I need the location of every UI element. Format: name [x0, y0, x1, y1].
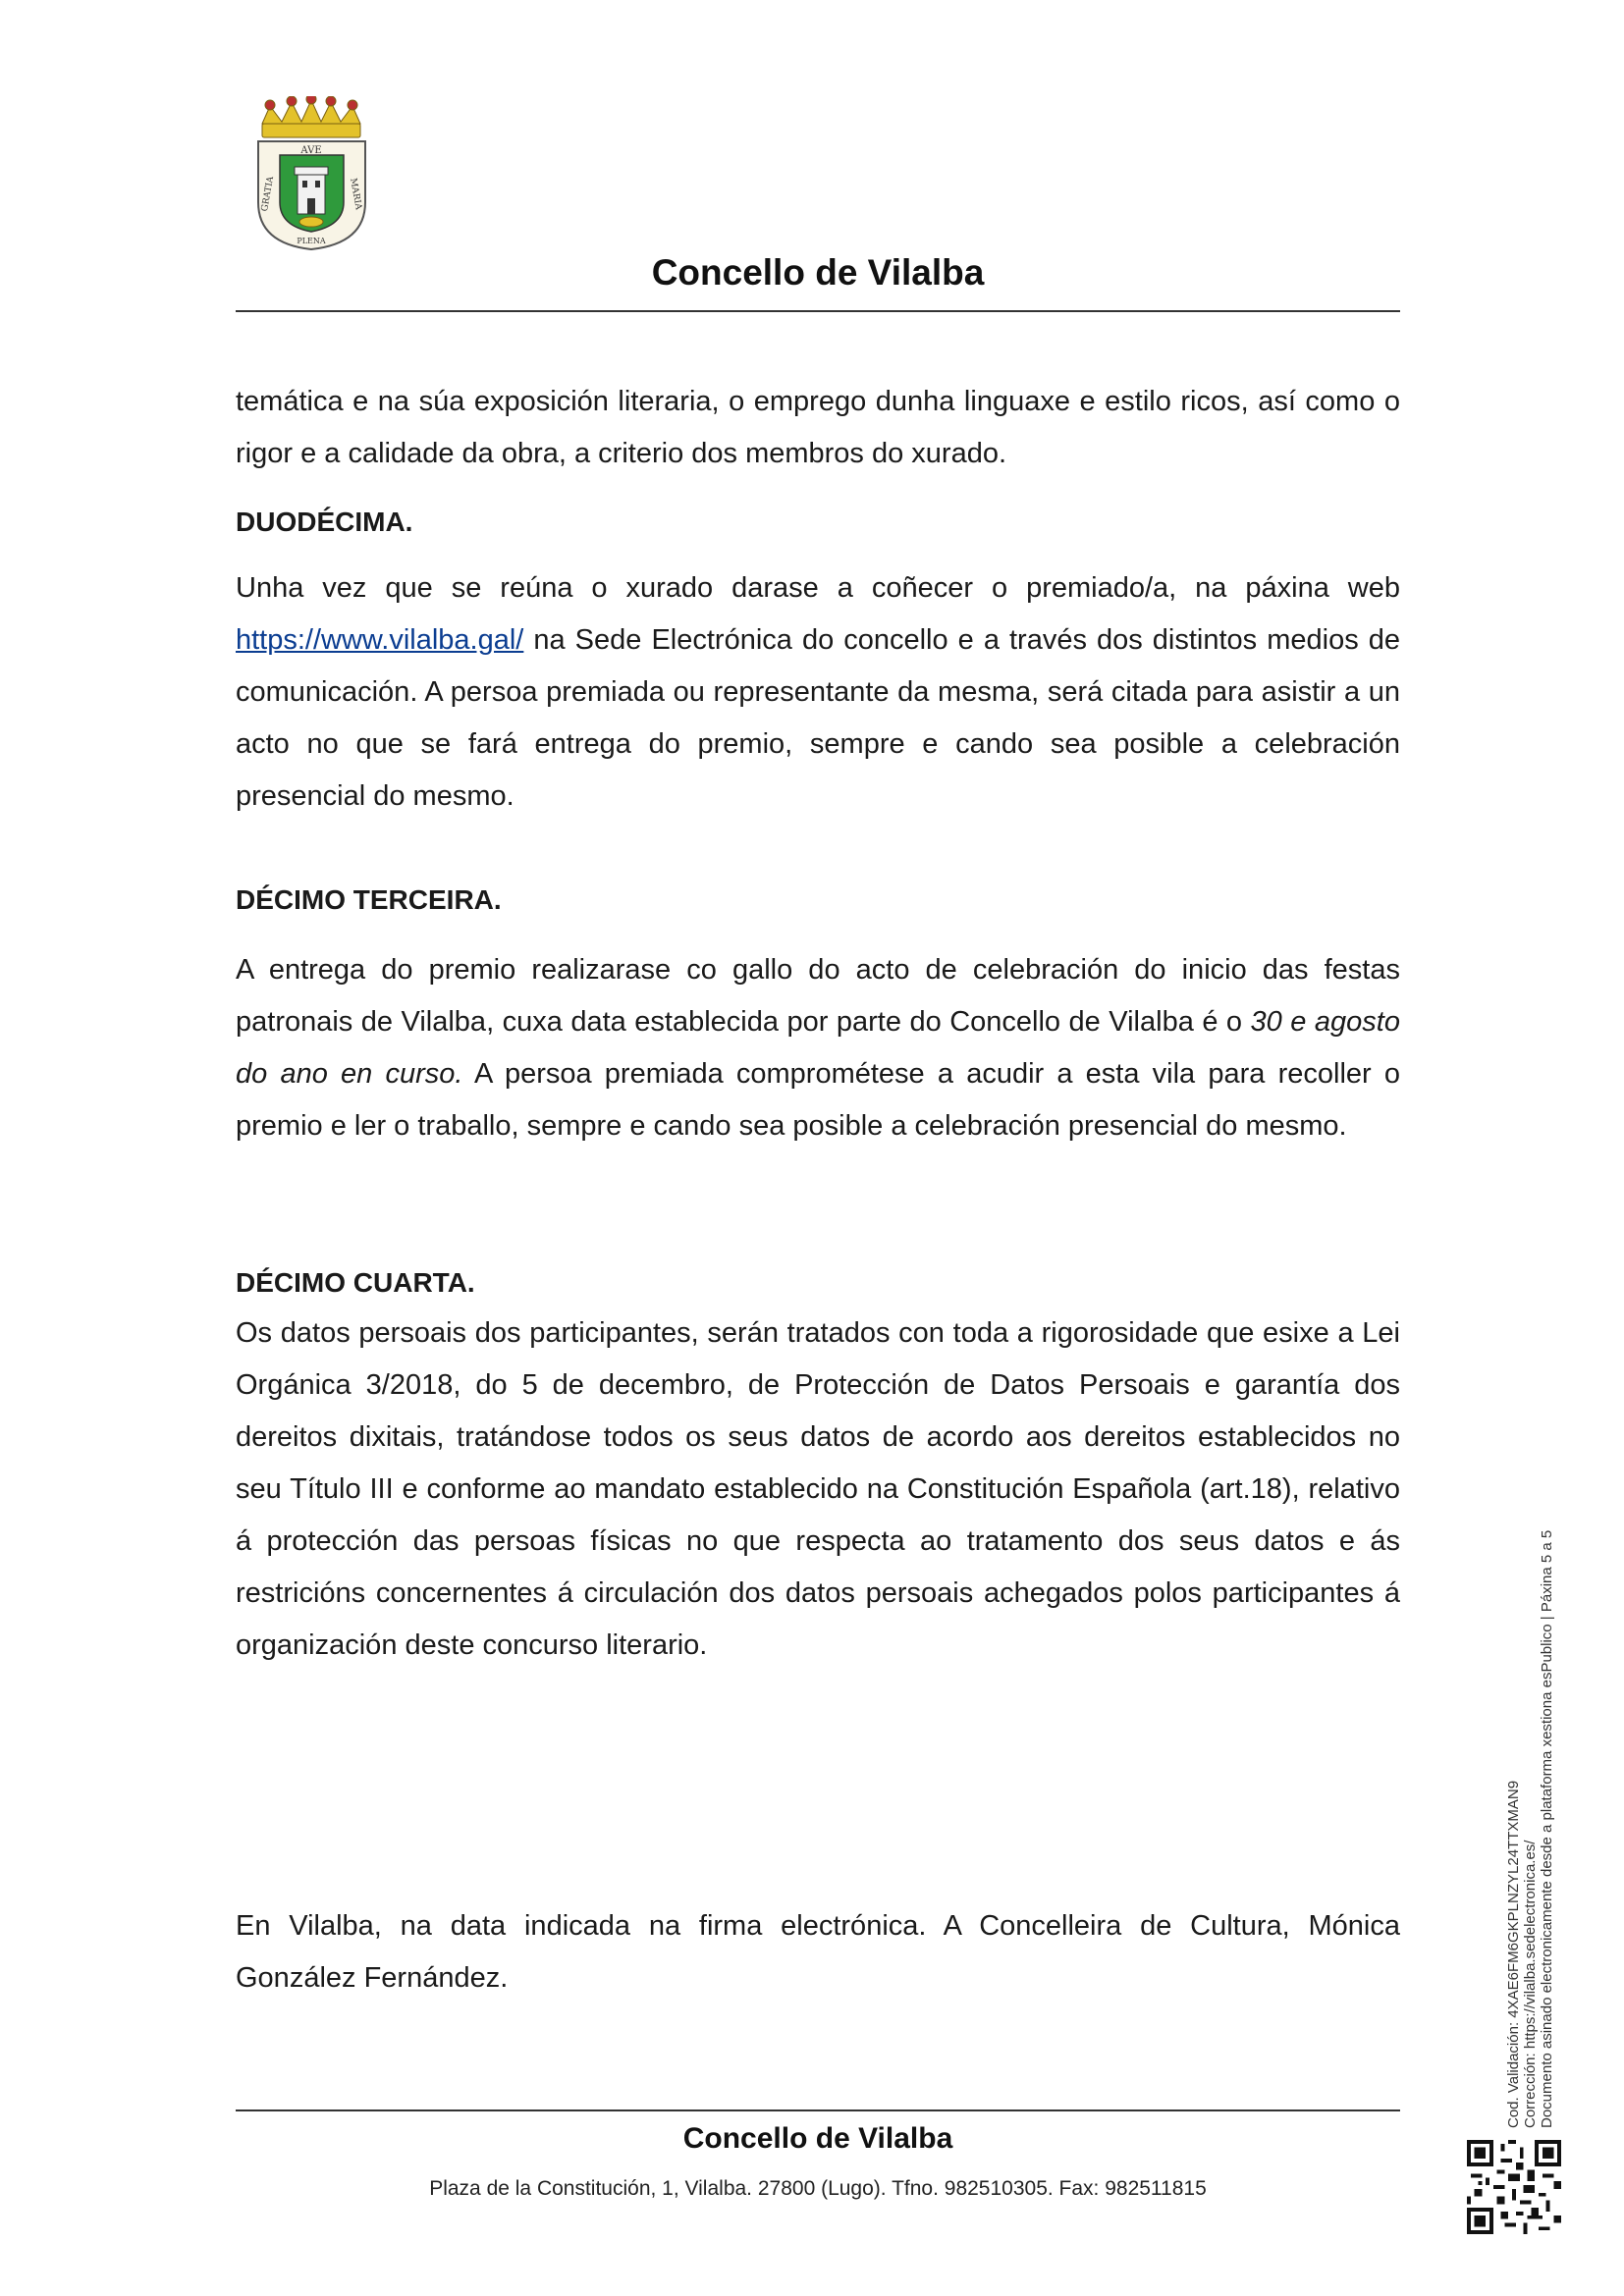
- footer-divider: [236, 2109, 1400, 2111]
- date-italic-text: 30 e agosto do ano en curso.: [236, 1006, 1400, 1090]
- validation-sidebar: [1505, 1441, 1555, 2128]
- svg-text:AVE: AVE: [300, 145, 322, 156]
- paragraph-decimo-terceira: [236, 944, 1400, 1152]
- svg-text:MARIA: MARIA: [348, 177, 363, 211]
- section-duodecima: [236, 496, 1400, 548]
- validation-code: Cod. Validación: 4XAE6FM6GKPLNZYL24TTXMAN9: [1505, 1780, 1522, 2128]
- municipal-crest-logo: [241, 96, 383, 251]
- text-run: na Sede Electrónica do concello e a través dos distintos medios de comunicación. A persoa premiada ou representante da mesma, será citada para asistir a un acto no que se fará entrega do premio, sempre e cando sea posible a celebración presencial do mesmo.: [236, 624, 1400, 812]
- validation-qr-code: [1467, 2140, 1561, 2234]
- footer-address: Plaza de la Constitución, 1, Vilalba. 27800 (Lugo). Tfno. 982510305. Fax: 982511815: [429, 2177, 1207, 2200]
- validation-url: Corrección: https://vilalba.sedelectronica.es/: [1522, 1840, 1539, 2128]
- paragraph-decimo-cuarta: [236, 1308, 1400, 1672]
- paragraph-duodecima-text: [236, 562, 1400, 823]
- section-heading: DUODÉCIMA.: [236, 507, 413, 537]
- footer-org-title: Concello de Vilalba: [682, 2122, 953, 2155]
- svg-text:PLENA: PLENA: [297, 237, 326, 245]
- header-divider: [236, 310, 1400, 312]
- text-run: A persoa premiada comprométese a acudir a esta vila para recoller o premio e ler o traballo, sempre e cando sea posible a celebración presencial do mesmo.: [236, 1058, 1400, 1142]
- section-heading: DÉCIMO TERCEIRA.: [236, 884, 502, 915]
- header-org-title: Concello de Vilalba: [651, 252, 985, 293]
- svg-text:GRATIA: GRATIA: [259, 176, 277, 213]
- section-heading: DÉCIMO CUARTA.: [236, 1267, 475, 1298]
- paragraph-decimo-cuarta-text: Os datos persoais dos participantes, serán tratados con toda a rigorosidade que esixe a Lei Orgánica 3/2018, do 5 de decembro, de Protección de Datos Persoais e garantía dos dereitos dixitais, tratándose todos os seus datos de acordo aos dereitos establecidos no seu Título III e conforme ao mandato establecido na Constitución Española (art.18), relativo á protección das persoas físicas no que respecta ao tratamento dos seus datos e ás restricións concernentes á circulación dos datos persoais achegados polos participantes á organización deste concurso literario.: [236, 1317, 1400, 1661]
- text-run: Unha vez que se reúna o xurado darase a coñecer o premiado/a, na páxina web: [236, 572, 1400, 604]
- paragraph-decimo-terceira-text: [236, 944, 1400, 1152]
- validation-signature-note: Documento asinado electronicamente desde a plataforma xestiona esPublico | Páxina 5 a 5: [1539, 1529, 1555, 2128]
- paragraph-duodecima: [236, 562, 1400, 823]
- section-decimo-cuarta: [236, 1256, 1400, 1308]
- section-decimo-terceira: [236, 874, 1400, 926]
- paragraph-intro: [236, 376, 1400, 480]
- text-run: A entrega do premio realizarase co gallo do acto de celebración do inicio das festas patronais de Vilalba, cuxa data establecida por parte do Concello de Vilalba é o: [236, 954, 1400, 1038]
- closing-signature: [236, 1900, 1400, 2004]
- paragraph-intro-text: temática e na súa exposición literaria, o emprego dunha linguaxe e estilo ricos, así como o rigor e a calidade da obra, a criterio dos membros do xurado.: [236, 386, 1400, 469]
- closing-signature-text: En Vilalba, na data indicada na firma electrónica. A Concelleira de Cultura, Mónica González Fernández.: [236, 1910, 1400, 1994]
- vilalba-website-link[interactable]: https://www.vilalba.gal/: [236, 624, 524, 656]
